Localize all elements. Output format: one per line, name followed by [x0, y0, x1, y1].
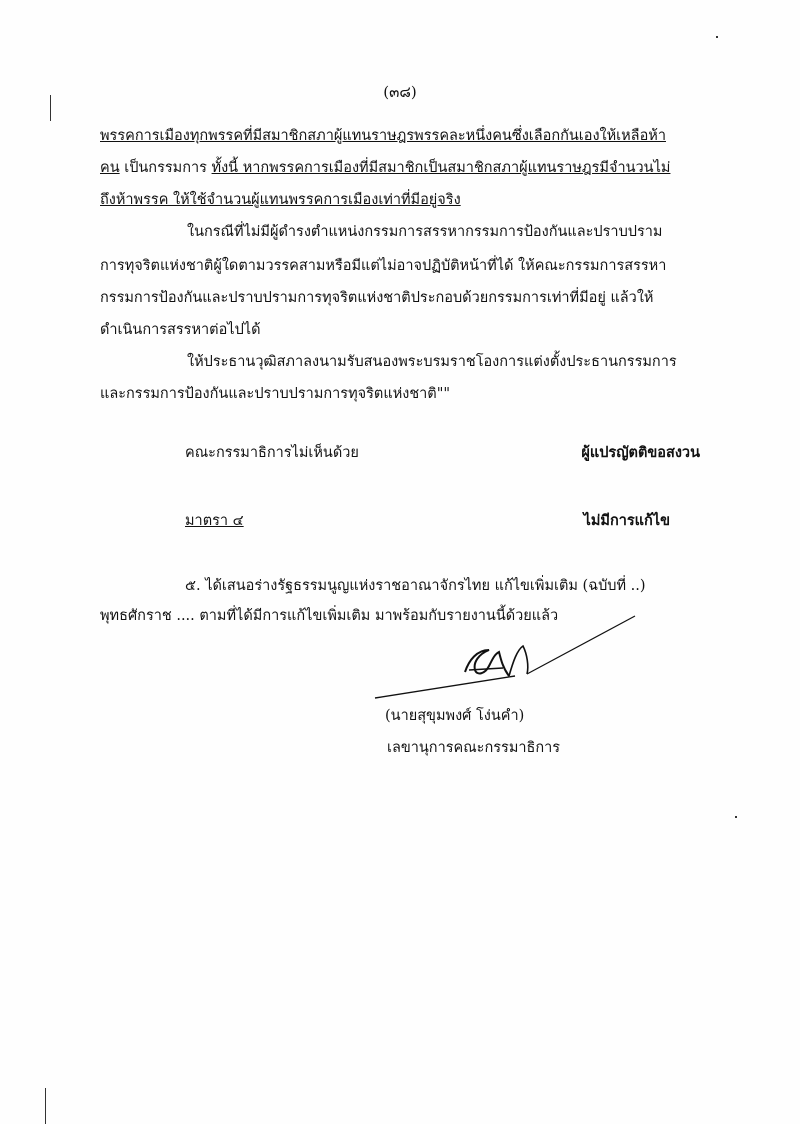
body-line-9: และกรรมการป้องกันและปราบปรามการทุจริตแห่งชาติ"" [100, 386, 451, 402]
body-line-2-end: ทั้งนี้ หากพรรคการเมืองที่มีสมาชิกเป็นสมาชิกสภาผู้แทนราษฎรมีจำนวนไม่ [211, 160, 671, 176]
scan-speck [735, 816, 737, 818]
signer-name: (นายสุขุมพงศ์ โง่นคำ) [385, 708, 525, 724]
body-line-2-middle: เป็นกรรมการ [119, 160, 212, 176]
page-number: (๓๘) [383, 83, 417, 101]
item-5-line-2: พุทธศักราช .... ตามที่ได้มีการแก้ไขเพิ่มเติม มาพร้อมกับรายงานนี้ด้วยแล้ว [100, 608, 559, 624]
signer-title: เลขานุการคณะกรรมาธิการ [387, 740, 561, 756]
item-5-line-1: ๕. ได้เสนอร่างรัฐธรรมนูญแห่งราชอาณาจักรไทย แก้ไขเพิ่มเติม (ฉบับที่ ..) [185, 578, 646, 594]
body-line-4: ในกรณีที่ไม่มีผู้ดำรงตำแหน่งกรรมการสรรหากรรมการป้องกันและปราบปราม [187, 224, 663, 240]
body-line-7: ดำเนินการสรรหาต่อไปได้ [100, 322, 261, 338]
section-status: ไม่มีการแก้ไข [583, 512, 670, 529]
body-line-6: กรรมการป้องกันและปราบปรามการทุจริตแห่งชาติประกอบด้วยกรรมการเท่าที่มีอยู่ แล้วให้ [100, 290, 654, 306]
body-line-2-start: คน [100, 160, 120, 176]
scan-edge-mark [45, 1088, 46, 1124]
section-label: มาตรา ๔ [185, 513, 244, 529]
scan-speck [716, 36, 718, 38]
body-line-3: ถึงห้าพรรค ให้ใช้จำนวนผู้แทนพรรคการเมืองเท่าที่มีอยู่จริง [100, 192, 461, 208]
body-line-5: การทุจริตแห่งชาติผู้ใดตามวรรคสามหรือมีแต่ไม่อาจปฏิบัติหน้าที่ได้ ให้คณะกรรมการสรรหา [100, 258, 667, 274]
committee-opinion: คณะกรรมาธิการไม่เห็นด้วย [185, 445, 359, 461]
handwritten-signature [365, 610, 645, 710]
body-line-2 [100, 158, 670, 178]
dissenter-note: ผู้แปรญัตติขอสงวน [581, 444, 700, 461]
body-line-8: ให้ประธานวุฒิสภาลงนามรับสนองพระบรมราชโองการแต่งตั้งประธานกรรมการ [187, 354, 677, 370]
body-line-1: พรรคการเมืองทุกพรรคที่มีสมาชิกสภาผู้แทนราษฎรพรรคละหนึ่งคนซึ่งเลือกกันเองให้เหลือห้า [100, 128, 666, 144]
